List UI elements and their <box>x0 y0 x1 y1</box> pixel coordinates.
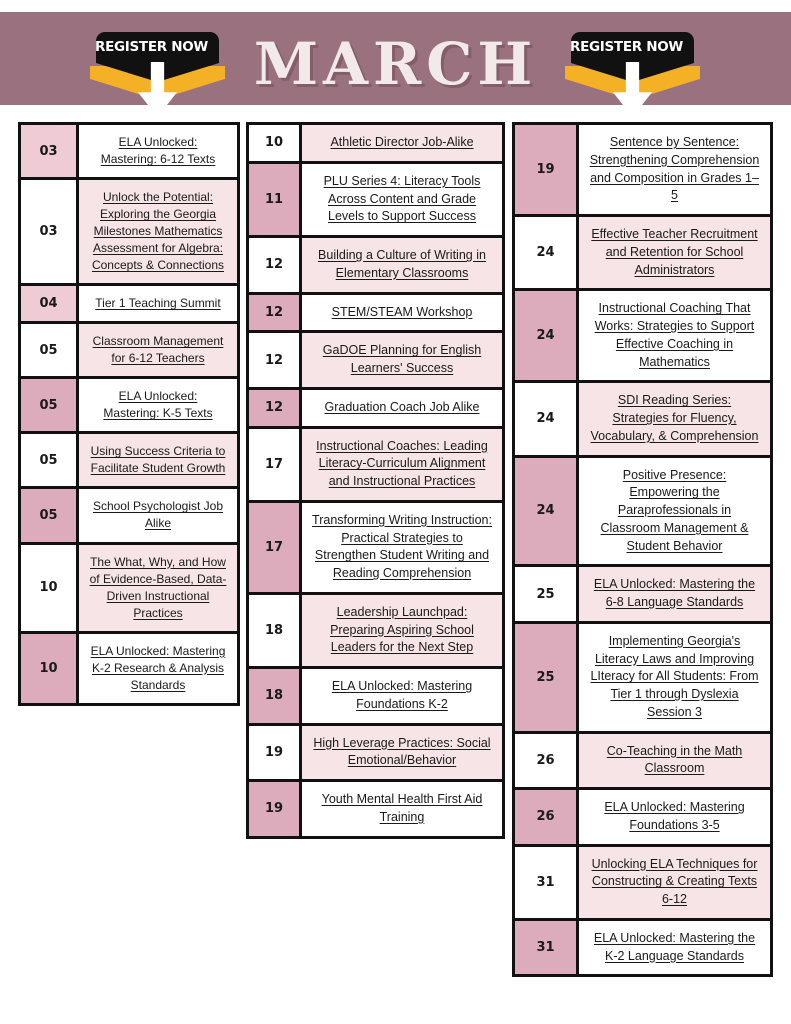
event-row <box>515 921 770 975</box>
event-row <box>21 489 237 544</box>
event-date-cell: 18 <box>249 595 302 666</box>
event-date-cell: 26 <box>515 790 579 844</box>
event-row <box>249 429 502 503</box>
event-title-link[interactable]: Using Success Criteria to Facilitate Student Growth <box>90 444 226 476</box>
event-title-cell[interactable] <box>302 390 502 426</box>
event-row <box>21 634 237 703</box>
event-row <box>249 333 502 390</box>
event-title-link[interactable]: Instructional Coaching That Works: Strategies to Support Effective Coaching in Mathematics <box>594 301 755 369</box>
event-row <box>515 291 770 383</box>
event-date-cell: 19 <box>249 782 302 836</box>
event-title-link[interactable]: Classroom Management for 6-12 Teachers <box>92 334 224 366</box>
event-title-link[interactable]: Graduation Coach Job Alike <box>324 399 480 414</box>
event-title-link[interactable]: Positive Presence: Empowering the Paraprofessionals in Classroom Management & Student Behavior <box>600 467 749 553</box>
event-date-cell: 12 <box>249 390 302 426</box>
event-row <box>21 545 237 634</box>
event-title-link[interactable]: The What, Why, and How of Evidence-Based, Data-Driven Instructional Practices <box>89 554 227 620</box>
event-title-link[interactable]: PLU Series 4: Literacy Tools Across Content and Grade Levels to Support Success <box>323 173 481 224</box>
event-title-cell[interactable] <box>79 286 237 321</box>
event-date-cell: 26 <box>515 734 579 788</box>
event-date-cell: 17 <box>249 429 302 500</box>
event-title-cell[interactable] <box>302 669 502 723</box>
event-title-cell[interactable] <box>579 921 770 975</box>
event-date-cell: 04 <box>21 286 79 321</box>
event-row <box>515 125 770 217</box>
event-title-link[interactable]: Sentence by Sentence: Strengthening Comprehension and Composition in Grades 1–5 <box>589 135 760 203</box>
event-date-cell: 25 <box>515 624 579 731</box>
event-title-cell[interactable] <box>302 295 502 331</box>
event-title-cell[interactable] <box>79 324 237 376</box>
event-row <box>21 180 237 286</box>
event-title-link[interactable]: Effective Teacher Recruitment and Retention for School Administrators <box>591 227 758 277</box>
event-date-cell: 25 <box>515 567 579 621</box>
event-title-link[interactable]: Building a Culture of Writing in Elementary Classrooms <box>318 248 486 280</box>
event-row <box>515 458 770 568</box>
event-row <box>249 164 502 238</box>
event-date-cell: 11 <box>249 164 302 235</box>
month-title: MARCH <box>253 30 538 98</box>
event-title-cell[interactable] <box>79 634 237 703</box>
event-date-cell: 05 <box>21 379 79 431</box>
event-title-link[interactable]: High Leverage Practices: Social Emotional/Behavior <box>313 735 491 768</box>
event-date-cell: 12 <box>249 295 302 331</box>
event-title-link[interactable]: Unlock the Potential: Exploring the Georgia Milestones Mathematics Assessment for Algebra: Concepts & Connections <box>91 190 225 273</box>
event-title-cell[interactable] <box>79 379 237 431</box>
event-title-link[interactable]: Implementing Georgia's Literacy Laws and Improving LIteracy for All Students: From Tier 1 through Dyslexia Session 3 <box>590 633 759 719</box>
event-title-cell[interactable] <box>79 180 237 283</box>
event-title-link[interactable]: Leadership Launchpad: Preparing Aspiring School Leaders for the Next Step <box>330 604 474 655</box>
event-date-cell: 24 <box>515 383 579 454</box>
event-title-link[interactable]: ELA Unlocked: Mastering K-2 Research & Analysis Standards <box>90 643 226 692</box>
event-row <box>21 434 237 489</box>
event-row <box>249 125 502 164</box>
event-title-link[interactable]: ELA Unlocked: Mastering the K-2 Language Standards <box>593 930 756 963</box>
event-row <box>515 790 770 847</box>
event-title-cell[interactable] <box>579 624 770 731</box>
event-row <box>249 595 502 669</box>
event-title-link[interactable]: Unlocking ELA Techniques for Constructing & Creating Texts 6-12 <box>591 856 758 906</box>
event-column-1 <box>18 122 240 706</box>
event-date-cell: 17 <box>249 503 302 592</box>
event-date-cell: 05 <box>21 324 79 376</box>
event-column-3 <box>512 122 773 977</box>
event-row <box>249 669 502 726</box>
event-title-cell[interactable] <box>302 782 502 836</box>
event-date-cell: 03 <box>21 125 79 177</box>
event-title-cell[interactable] <box>79 434 237 486</box>
event-title-link[interactable]: Transforming Writing Instruction: Practical Strategies to Strengthen Student Writing and Reading Comprehension <box>312 512 492 580</box>
event-date-cell: 24 <box>515 217 579 288</box>
event-title-link[interactable]: ELA Unlocked: Mastering: K-5 Texts <box>103 389 213 421</box>
event-row <box>21 286 237 324</box>
event-title-link[interactable]: GaDOE Planning for English Learners' Success <box>322 343 482 375</box>
event-title-link[interactable]: Athletic Director Job-Alike <box>330 135 474 149</box>
event-title-cell[interactable] <box>579 383 770 454</box>
event-title-cell[interactable] <box>579 847 770 918</box>
register-now-label-right: REGISTER NOW <box>569 39 684 55</box>
event-date-cell: 12 <box>249 238 302 292</box>
event-date-cell: 10 <box>21 545 79 631</box>
event-date-cell: 05 <box>21 434 79 486</box>
event-date-cell: 24 <box>515 458 579 565</box>
event-row <box>249 503 502 595</box>
register-now-badge-right[interactable] <box>565 32 700 105</box>
event-date-cell: 18 <box>249 669 302 723</box>
event-title-link[interactable]: Instructional Coaches: Leading Literacy-Curriculum Alignment and Instructional Practices <box>316 438 488 488</box>
event-row <box>21 324 237 379</box>
event-row <box>21 125 237 180</box>
event-title-cell[interactable] <box>302 595 502 666</box>
event-title-cell[interactable] <box>579 291 770 380</box>
event-row <box>515 624 770 734</box>
event-date-cell: 31 <box>515 847 579 918</box>
event-date-cell: 19 <box>249 726 302 780</box>
event-row <box>249 726 502 783</box>
event-title-link[interactable]: SDI Reading Series: Strategies for Fluency, Vocabulary, & Comprehension <box>590 393 759 443</box>
event-date-cell: 24 <box>515 291 579 380</box>
event-row <box>249 295 502 334</box>
event-row <box>515 217 770 291</box>
event-title-cell[interactable] <box>79 545 237 631</box>
event-title-cell[interactable] <box>302 164 502 235</box>
event-title-cell[interactable] <box>579 217 770 288</box>
event-title-link[interactable]: STEM/STEAM Workshop <box>331 304 473 319</box>
event-title-cell[interactable] <box>579 790 770 844</box>
event-title-cell[interactable] <box>302 238 502 292</box>
event-title-cell[interactable] <box>302 333 502 387</box>
event-title-link[interactable]: ELA Unlocked: Mastering: 6-12 Texts <box>100 135 216 167</box>
event-title-cell[interactable] <box>579 125 770 214</box>
event-title-cell[interactable] <box>579 567 770 621</box>
event-row <box>21 379 237 434</box>
event-row <box>515 847 770 921</box>
event-title-cell[interactable] <box>579 734 770 788</box>
event-row <box>249 390 502 429</box>
event-row <box>249 238 502 295</box>
event-title-cell[interactable] <box>302 726 502 780</box>
event-date-cell: 12 <box>249 333 302 387</box>
register-now-label-left: REGISTER NOW <box>94 39 209 55</box>
event-title-link[interactable]: ELA Unlocked: Mastering the 6-8 Language Standards <box>593 577 756 609</box>
event-row <box>515 567 770 624</box>
event-date-cell: 05 <box>21 489 79 541</box>
event-title-link[interactable]: Co-Teaching in the Math Classroom <box>606 743 743 776</box>
event-title-link[interactable]: Youth Mental Health First Aid Training <box>321 792 483 824</box>
event-title-cell[interactable] <box>302 429 502 500</box>
event-title-cell[interactable] <box>302 125 502 161</box>
event-title-cell[interactable] <box>302 503 502 592</box>
event-title-cell[interactable] <box>579 458 770 565</box>
event-date-cell: 31 <box>515 921 579 975</box>
event-column-2 <box>246 122 505 839</box>
event-date-cell: 10 <box>21 634 79 703</box>
event-date-cell: 19 <box>515 125 579 214</box>
event-row <box>249 782 502 836</box>
event-title-link[interactable]: Tier 1 Teaching Summit <box>95 296 221 311</box>
event-title-link[interactable]: ELA Unlocked: Mastering Foundations K-2 <box>331 679 473 711</box>
event-title-link[interactable]: ELA Unlocked: Mastering Foundations 3-5 <box>604 800 745 832</box>
event-title-link[interactable]: School Psychologist Job Alike <box>92 499 224 531</box>
event-date-cell: 10 <box>249 125 302 161</box>
event-row <box>515 734 770 791</box>
event-row <box>515 383 770 457</box>
event-date-cell: 03 <box>21 180 79 283</box>
event-title-cell[interactable] <box>79 489 237 541</box>
event-title-cell[interactable] <box>79 125 237 177</box>
header-band <box>0 12 791 105</box>
